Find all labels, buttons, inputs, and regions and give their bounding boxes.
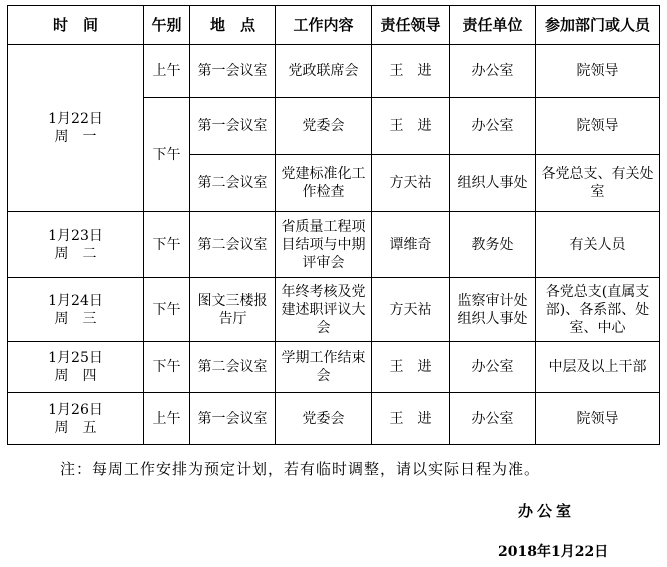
date-text: 1月25日	[48, 350, 103, 366]
unit-cell: 组织人事处	[450, 155, 536, 212]
weekday-text: 周 四	[54, 368, 97, 384]
location-cell: 第二会议室	[190, 342, 276, 393]
attendees-cell: 院领导	[536, 393, 660, 445]
leader-cell: 王 进	[372, 342, 450, 393]
content-cell: 党委会	[276, 98, 372, 155]
leader-cell: 王 进	[372, 98, 450, 155]
table-row	[8, 342, 660, 393]
location-cell: 第一会议室	[190, 98, 276, 155]
period-cell: 下午	[144, 278, 190, 342]
weekday-text: 周 一	[54, 129, 97, 145]
table-row	[8, 212, 660, 278]
unit-cell: 教务处	[450, 212, 536, 278]
attendees-cell: 中层及以上干部	[536, 342, 660, 393]
leader-cell: 王 进	[372, 45, 450, 98]
period-cell: 下午	[144, 212, 190, 278]
date-cell	[8, 342, 144, 393]
table-row	[8, 45, 660, 98]
unit-cell: 办公室	[450, 342, 536, 393]
date-text: 1月23日	[48, 227, 103, 244]
attendees-cell: 院领导	[536, 45, 660, 98]
period-cell: 上午	[144, 393, 190, 445]
header-unit: 责任单位	[450, 6, 536, 45]
attendees-cell: 各党总支、有关处室	[536, 155, 660, 212]
content-cell: 年终考核及党建述职评议大会	[276, 278, 372, 342]
header-attendees: 参加部门或人员	[536, 6, 660, 45]
unit-cell: 办公室	[450, 98, 536, 155]
attendees-cell: 有关人员	[536, 212, 660, 278]
period-cell: 下午	[144, 342, 190, 393]
location-cell: 第二会议室	[190, 212, 276, 278]
weekday-text: 周 五	[54, 419, 97, 436]
date-text: 1月24日	[48, 292, 103, 309]
unit-cell: 监察审计处组织人事处	[450, 278, 536, 342]
table-row	[8, 278, 660, 342]
header-location: 地 点	[190, 6, 276, 45]
leader-cell: 谭维奇	[372, 212, 450, 278]
header-row	[8, 6, 660, 45]
footer-date: 2018年1月22日	[498, 544, 609, 560]
unit-cell: 办公室	[450, 393, 536, 445]
period-cell: 下午	[144, 98, 190, 212]
header-period: 午别	[144, 6, 190, 45]
schedule-table	[7, 5, 660, 445]
content-cell: 学期工作结束会	[276, 342, 372, 393]
attendees-cell: 各党总支(直属支部)、各系部、处室、中心	[536, 278, 660, 342]
location-cell: 第一会议室	[190, 393, 276, 445]
period-cell: 上午	[144, 45, 190, 98]
leader-cell: 方天祜	[372, 278, 450, 342]
leader-cell: 王 进	[372, 393, 450, 445]
content-cell: 党建标准化工作检查	[276, 155, 372, 212]
content-cell: 党委会	[276, 393, 372, 445]
date-text: 1月26日	[48, 401, 103, 418]
date-text: 1月22日	[48, 111, 103, 127]
location-cell: 第二会议室	[190, 155, 276, 212]
table-row	[8, 393, 660, 445]
header-content: 工作内容	[276, 6, 372, 45]
weekday-text: 周 二	[54, 245, 97, 262]
leader-cell: 方天祜	[372, 155, 450, 212]
header-leader: 责任领导	[372, 6, 450, 45]
weekday-text: 周 三	[54, 310, 97, 327]
location-cell: 图文三楼报告厅	[190, 278, 276, 342]
date-cell	[8, 278, 144, 342]
date-cell	[8, 45, 144, 212]
attendees-cell: 院领导	[536, 98, 660, 155]
content-cell: 省质量工程项目结项与中期评审会	[276, 212, 372, 278]
header-time: 时 间	[8, 6, 144, 45]
footer-note: 注：每周工作安排为预定计划，若有临时调整，请以实际日程为准。	[60, 460, 541, 478]
unit-cell: 办公室	[450, 45, 536, 98]
content-cell: 党政联席会	[276, 45, 372, 98]
date-cell	[8, 393, 144, 445]
date-cell	[8, 212, 144, 278]
location-cell: 第一会议室	[190, 45, 276, 98]
footer-office: 办公室	[518, 502, 576, 520]
